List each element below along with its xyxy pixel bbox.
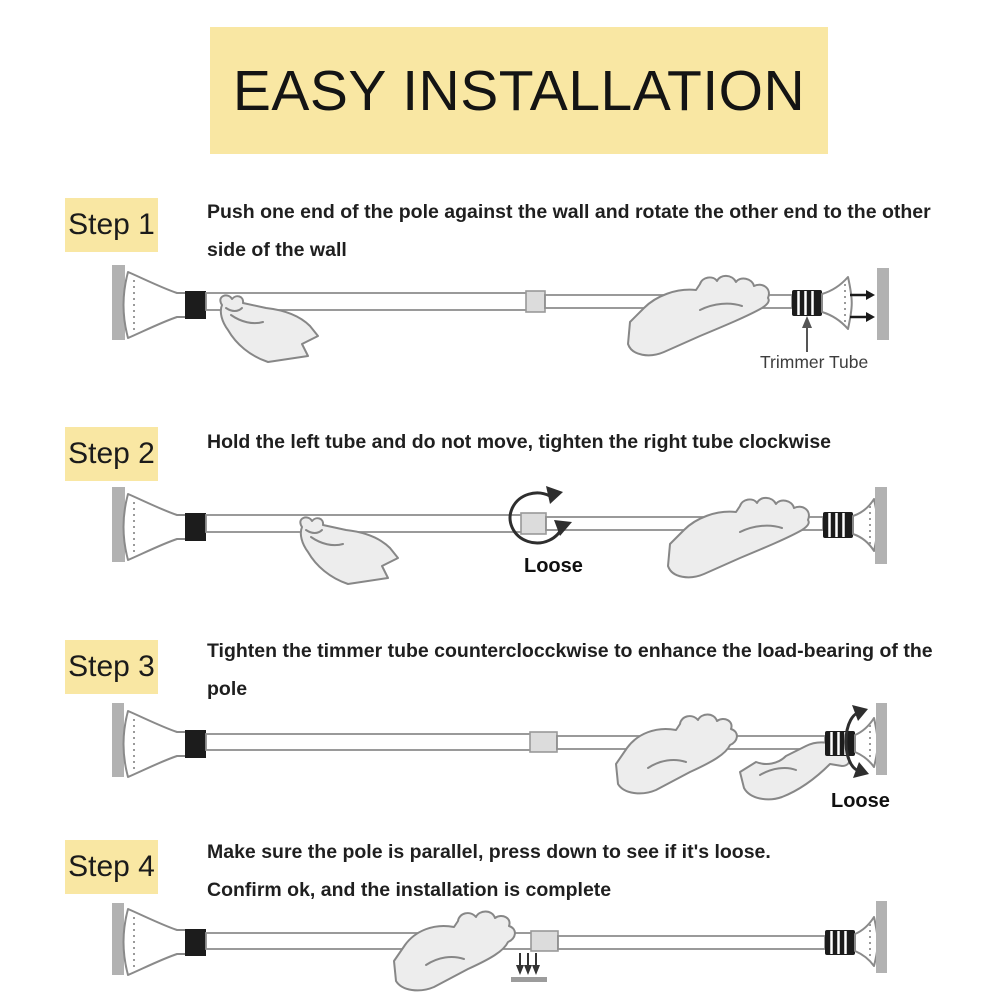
step-2-instruction	[207, 423, 957, 461]
press-down-arrows-icon	[511, 953, 547, 982]
center-joint	[521, 513, 546, 534]
center-joint	[526, 291, 545, 312]
step-4-instruction-line-1: Make sure the pole is parallel, press down to see if it's loose.	[207, 841, 771, 863]
press-hand-icon	[394, 912, 515, 991]
step-2-instruction-line-1: Hold the left tube and do not move, tighten the right tube clockwise	[207, 431, 832, 453]
left-wall-icon	[112, 703, 124, 777]
left-tube	[206, 734, 532, 750]
step-1-label: Step 1	[68, 208, 155, 241]
right-suction-cup-icon	[855, 917, 878, 966]
right-wall-icon	[875, 487, 887, 564]
left-tube	[206, 515, 523, 532]
step-3-label: Step 3	[68, 650, 155, 683]
trimmer-tube-pointer-icon	[802, 316, 812, 352]
right-suction-cup-icon	[855, 718, 878, 767]
left-suction-cup-icon	[124, 909, 207, 975]
left-wall-icon	[112, 903, 124, 975]
pole-diagram-step-1	[0, 258, 1001, 400]
trimmer-tube-icon	[792, 290, 822, 316]
trimmer-tube-label: Trimmer Tube	[760, 352, 869, 372]
step-1-instruction-line-2: side of the wall	[207, 239, 347, 261]
step-4-label: Step 4	[68, 850, 155, 883]
loose-label-step-3: Loose	[831, 790, 890, 812]
pole-diagram-step-2	[0, 480, 1001, 610]
left-hand-icon	[616, 715, 737, 794]
left-suction-cup-icon	[124, 272, 207, 338]
center-joint	[531, 931, 558, 951]
step-4-instruction-line-2: Confirm ok, and the installation is complete	[207, 879, 612, 901]
page-title: EASY INSTALLATION	[232, 58, 806, 123]
left-suction-cup-icon	[124, 711, 207, 777]
right-tube	[558, 936, 825, 949]
center-joint	[530, 732, 557, 752]
step-3-badge	[65, 640, 158, 694]
right-wall-icon	[877, 268, 889, 340]
step-1-instruction-line-1: Push one end of the pole against the wall and rotate the other end to the other	[207, 201, 931, 223]
right-hand-icon	[628, 276, 769, 355]
right-suction-cup-icon	[853, 499, 878, 551]
title-banner	[210, 27, 828, 154]
step-1-badge	[65, 198, 158, 252]
left-suction-cup-icon	[124, 494, 207, 560]
right-wall-icon	[876, 901, 887, 973]
step-4-badge	[65, 840, 158, 894]
pole-diagram-step-4	[0, 897, 1001, 1001]
step-3-instruction-line-1: Tighten the timmer tube counterclocckwise to enhance the load-bearing of the	[207, 640, 933, 662]
push-arrows-icon	[850, 290, 875, 322]
right-wall-icon	[876, 703, 887, 775]
loose-label-step-2: Loose	[524, 555, 583, 577]
step-2-label: Step 2	[68, 437, 155, 470]
trimmer-tube-icon	[823, 512, 853, 538]
step-3-instruction-line-2: pole	[207, 678, 248, 700]
right-suction-cup-icon	[822, 277, 852, 329]
trimmer-tube-icon	[825, 930, 855, 955]
step-2-badge	[65, 427, 158, 481]
trimmer-tube-icon	[825, 731, 855, 756]
right-hand-icon	[668, 498, 809, 577]
